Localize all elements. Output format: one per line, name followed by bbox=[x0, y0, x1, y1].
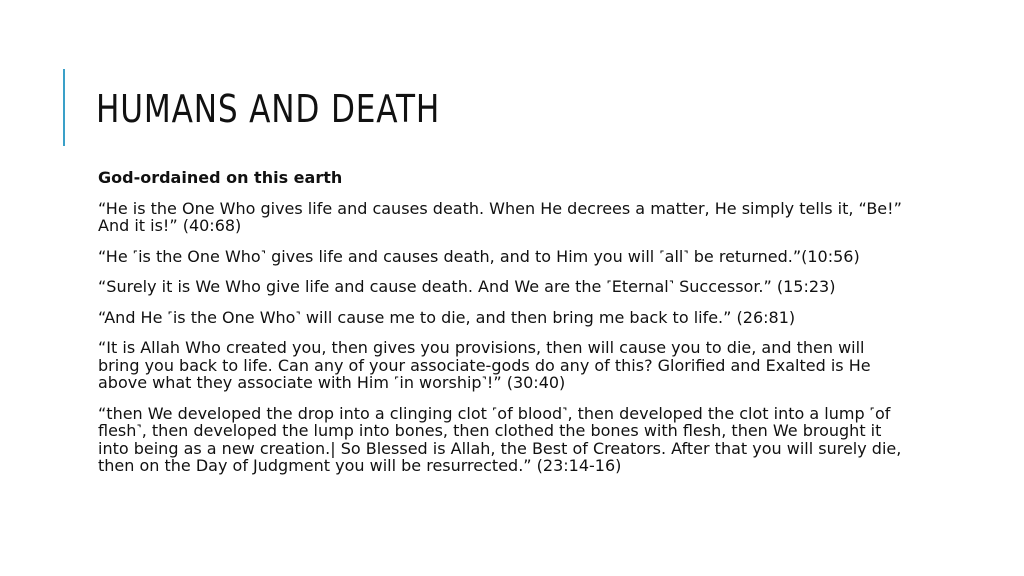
verse-40-68: “He is the One Who gives life and causes death. When He decrees a matter, He simply tells it, “Be!” And it is!” (40:68) bbox=[98, 198, 902, 235]
slide-title: HUMANS AND DEATH bbox=[96, 87, 441, 131]
verse-30-40: “It is Allah Who created you, then gives you provisions, then will cause you to die, and then will bring you back to life. Can any of your associate-gods do any of this? Glorified and Exalted is He above what they associate with Him ˹in worship˺!” (30:40) bbox=[98, 338, 871, 392]
verse-26-81: “And He ˹is the One Who˺ will cause me to die, and then bring me back to life.” (26:81) bbox=[98, 307, 796, 327]
verse-15-23: “Surely it is We Who give life and cause death. And We are the ˹Eternal˺ Successor.” (15:23) bbox=[98, 277, 836, 296]
verse-10-56: “He ˹is the One Who˺ gives life and causes death, and to Him you will ˹all˺ be returned.”(10:56) bbox=[98, 246, 860, 266]
slide-content bbox=[98, 169, 910, 488]
verse-23-14-16: “then We developed the drop into a clinging clot ˹of blood˺, then developed the clot into a lump ˹of flesh˺, then developed the lump into bones, then clothed the bones with flesh, then We brought it into being as a new creation.| So Blessed is Allah, the Best of Creators. After that you will surely die, then on the Day of Judgment you will be resurrected.” (23:14-16) bbox=[98, 403, 902, 475]
section-subheading: God-ordained on this earth bbox=[98, 168, 343, 187]
title-accent-line bbox=[63, 69, 65, 146]
